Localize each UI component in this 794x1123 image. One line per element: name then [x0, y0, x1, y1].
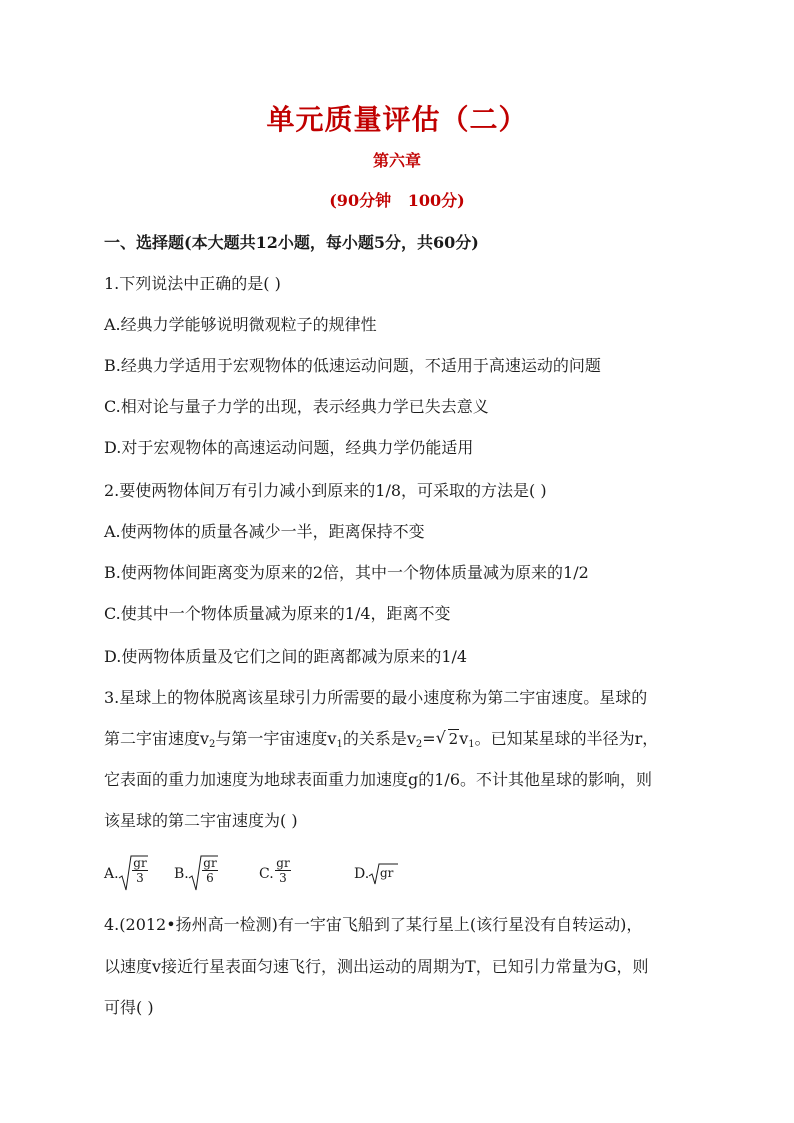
sqrt-two	[436, 728, 460, 750]
q3-sub-4: 1	[468, 739, 475, 750]
question-2-option-d: D.使两物体质量及它们之间的距离都减为原来的1/4	[104, 647, 468, 666]
option-d-radicand: gr	[380, 866, 394, 880]
question-1-option-b: B.经典力学适用于宏观物体的低速运动问题，不适用于高速运动的问题	[104, 356, 601, 375]
option-b-numerator: gr	[203, 856, 217, 870]
q3-text-e: v	[459, 729, 469, 748]
option-a-numerator: gr	[133, 856, 147, 870]
option-c-denominator: 3	[275, 870, 291, 885]
q3-sub-3: 2	[415, 739, 423, 750]
option-c-fraction	[275, 856, 291, 885]
question-1-option-d: D.对于宏观物体的高速运动问题，经典力学仍能适用	[104, 438, 474, 457]
question-4-line-2: 以速度v接近行星表面匀速飞行，测出运动的周期为T，已知引力常量为G，则	[104, 957, 649, 976]
question-3-line-3: 它表面的重力加速度为地球表面重力加速度g的1/6。不计其他星球的影响，则	[104, 770, 652, 789]
q3-sub-2: 1	[336, 739, 343, 750]
question-4-line-3: 可得( )	[104, 998, 154, 1017]
option-b-fraction	[202, 856, 218, 885]
q3-text-a: 第二宇宙速度v	[104, 729, 210, 748]
question-1-stem: 1.下列说法中正确的是( )	[104, 274, 281, 293]
question-1-option-c: C.相对论与量子力学的出现，表示经典力学已失去意义	[104, 397, 489, 416]
question-3-option-c	[259, 852, 309, 896]
question-2-option-b: B.使两物体间距离变为原来的2倍，其中一个物体质量减为原来的1/2	[104, 563, 589, 582]
question-3-option-a	[104, 852, 164, 896]
q3-text-d: =	[422, 729, 436, 748]
question-3-option-b	[174, 852, 234, 896]
option-b-denominator: 6	[202, 870, 218, 885]
question-2-option-c: C.使其中一个物体质量减为原来的1/4，距离不变	[104, 604, 451, 623]
question-3-line-4: 该星球的第二宇宙速度为( )	[104, 811, 298, 830]
question-1-option-a: A.经典力学能够说明微观粒子的规律性	[104, 315, 377, 334]
q3-text-b: 与第一宇宙速度v	[215, 729, 337, 748]
duration-label: (90分钟 100分)	[329, 191, 465, 210]
option-a-denominator: 3	[132, 870, 148, 885]
chapter-label: 第六章	[372, 151, 421, 170]
page-title: 单元质量评估（二）	[266, 103, 528, 136]
section-heading: 一、选择题(本大题共12小题，每小题5分，共60分)	[104, 233, 479, 252]
q3-text-f: 。已知某星球的半径为r，	[474, 729, 659, 748]
question-4-line-1: 4.(2012•扬州高一检测)有一宇宙飞船到了某行星上(该行星没有自转运动)，	[104, 915, 643, 934]
option-a-label: A.	[104, 866, 119, 882]
option-b-label: B.	[174, 866, 189, 882]
question-3-option-d	[354, 852, 414, 896]
sqrt-radicand: 2	[448, 730, 459, 748]
question-2-stem: 2.要使两物体间万有引力减小到原来的1/8，可采取的方法是( )	[104, 481, 547, 500]
question-2-option-a: A.使两物体的质量各减少一半，距离保持不变	[104, 522, 425, 541]
question-3-line-1: 3.星球上的物体脱离该星球引力所需要的最小速度称为第二宇宙速度。星球的	[104, 688, 648, 707]
question-3-line-2	[104, 728, 658, 756]
q3-text-c: 的关系是v	[342, 729, 416, 748]
option-d-label: D.	[354, 866, 370, 882]
radical-sign-icon: √	[435, 728, 446, 747]
q3-sub-1: 2	[209, 739, 216, 750]
option-c-label: C.	[259, 866, 274, 882]
option-c-numerator: gr	[276, 856, 290, 870]
option-a-fraction	[132, 856, 148, 885]
